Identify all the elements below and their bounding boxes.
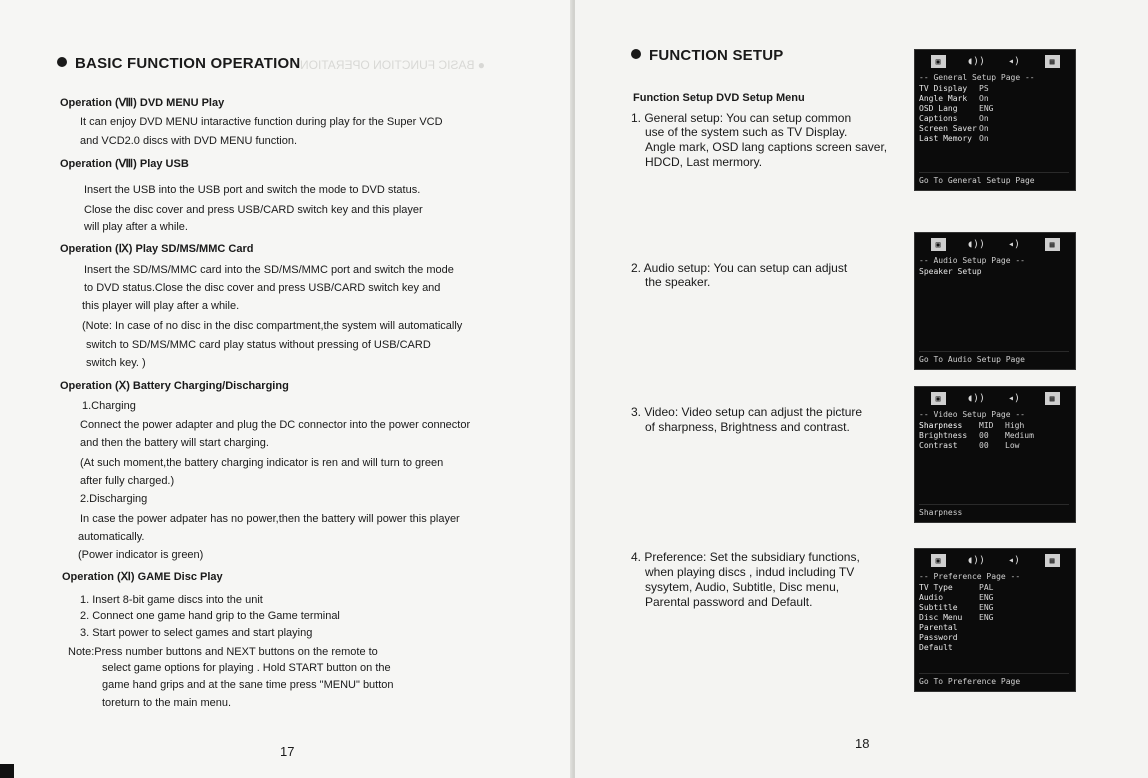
tv-icon: ▣: [931, 238, 946, 251]
menu-row[interactable]: [919, 94, 1071, 104]
section-line: 1. Insert 8-bit game discs into the unit: [80, 594, 263, 606]
speaker-icon: ◖)): [966, 392, 986, 404]
menu-row-value: On: [979, 94, 989, 103]
section-line: In case the power adpater has no power,then the battery will power this player: [80, 513, 460, 525]
menu-icon-bar: [915, 50, 1075, 72]
item-line: sysytem, Audio, Subtitle, Disc menu,: [645, 580, 840, 594]
section-line: 2.Discharging: [80, 493, 148, 505]
tv-icon: ▣: [931, 55, 946, 68]
section-line: (Power indicator is green): [78, 549, 204, 561]
menu-row[interactable]: [919, 267, 1071, 277]
menu-row[interactable]: [919, 613, 1071, 623]
audio-setup-menu: [914, 232, 1076, 370]
preference-icon: ▦: [1045, 554, 1060, 567]
menu-row-label: Audio: [919, 593, 944, 602]
section-line: to DVD status.Close the disc cover and press USB/CARD switch key and: [84, 282, 441, 294]
section-title: Operation (Ⅸ) Play SD/MS/MMC Card: [60, 243, 254, 255]
menu-row-option[interactable]: Low: [1005, 441, 1020, 450]
section-line: Note:Press number buttons and NEXT buttons on the remote to: [68, 646, 378, 658]
preference-icon: ▦: [1045, 392, 1060, 405]
section-line: (Note: In case of no disc in the disc compartment,the system will automatically: [82, 320, 463, 332]
menu-row-label: Disc Menu: [919, 613, 963, 622]
section-title: Operation (Ⅷ) DVD MENU Play: [60, 97, 225, 109]
menu-row[interactable]: [919, 633, 1071, 643]
menu-row[interactable]: [919, 441, 1071, 451]
item-line: Parental password and Default.: [645, 595, 813, 609]
section-line: Insert the USB into the USB port and switch the mode to DVD status.: [84, 184, 421, 196]
speaker-small-icon: ◂): [1007, 238, 1021, 250]
right-heading: [631, 47, 783, 64]
menu-row-value: PS: [979, 84, 989, 93]
item-line: of sharpness, Brightness and contrast.: [645, 420, 850, 434]
menu-row-value: ENG: [979, 603, 994, 612]
subheading: Function Setup DVD Setup Menu: [633, 92, 805, 104]
menu-row-label: Password: [919, 633, 958, 642]
bleed-through-text: ● BASIC FUNCTION OPERATION: [300, 58, 486, 72]
menu-row-value: On: [979, 114, 989, 123]
menu-row-option[interactable]: High: [1005, 421, 1025, 430]
right-heading-text: FUNCTION SETUP: [649, 47, 784, 64]
menu-row-label: Subtitle: [919, 603, 958, 612]
item-line: use of the system such as TV Display.: [645, 125, 848, 139]
bullet-icon: [57, 57, 67, 67]
menu-row-value: On: [979, 124, 989, 133]
menu-row-label: TV Display: [919, 84, 968, 93]
menu-row-value: ENG: [979, 613, 994, 622]
menu-row-label: Last Memory: [919, 134, 972, 143]
video-setup-menu: [914, 386, 1076, 523]
item-line: HDCD, Last mermory.: [645, 155, 763, 169]
section-line: toreturn to the main menu.: [102, 697, 232, 709]
section-line: It can enjoy DVD MENU intaractive function during play for the Super VCD: [80, 116, 443, 128]
page-number: 18: [855, 736, 870, 751]
section-line: (At such moment,the battery charging indicator is ren and will turn to green: [80, 457, 444, 469]
section-line: automatically.: [78, 531, 145, 543]
menu-title: -- General Setup Page --: [919, 73, 1035, 82]
speaker-icon: ◖)): [966, 55, 986, 67]
menu-row-option[interactable]: Medium: [1005, 431, 1034, 440]
section-line: 3. Start power to select games and start playing: [80, 627, 313, 639]
item-line: 4. Preference: Set the subsidiary functions,: [631, 550, 860, 564]
item-line: 1. General setup: You can setup common: [631, 111, 852, 125]
menu-row-value: MID: [979, 421, 994, 430]
menu-row[interactable]: [919, 114, 1071, 124]
section-line: and VCD2.0 discs with DVD MENU function.: [80, 135, 298, 147]
tv-icon: ▣: [931, 392, 946, 405]
section-line: and then the battery will start charging.: [80, 437, 269, 449]
menu-row[interactable]: [919, 603, 1071, 613]
section-line: Connect the power adapter and plug the DC connector into the power connector: [80, 419, 471, 431]
menu-row-label: TV Type: [919, 583, 953, 592]
section-line: 2. Connect one game hand grip to the Game terminal: [80, 610, 340, 622]
left-page: [0, 0, 573, 778]
menu-footer: Go To Audio Setup Page: [919, 351, 1069, 365]
menu-row-label: Captions: [919, 114, 958, 123]
menu-row-value: ENG: [979, 593, 994, 602]
menu-row[interactable]: [919, 134, 1071, 144]
menu-row[interactable]: [919, 421, 1071, 431]
speaker-icon: ◖)): [966, 554, 986, 566]
menu-row-label: Brightness: [919, 431, 968, 440]
menu-row[interactable]: [919, 643, 1071, 653]
menu-footer: Sharpness: [919, 504, 1069, 518]
section-line: 1.Charging: [82, 400, 136, 412]
preference-menu: [914, 548, 1076, 692]
right-page: [575, 0, 1148, 778]
page-number: 17: [280, 744, 295, 759]
speaker-small-icon: ◂): [1007, 55, 1021, 67]
section-line: after fully charged.): [80, 475, 175, 487]
item-line: when playing discs , indud including TV: [645, 565, 855, 579]
menu-row[interactable]: [919, 124, 1071, 134]
section-title: Operation (Ⅺ) GAME Disc Play: [62, 571, 223, 583]
menu-title: -- Audio Setup Page --: [919, 256, 1025, 265]
menu-icon-bar: [915, 233, 1075, 255]
section-line: Insert the SD/MS/MMC card into the SD/MS/MMC port and switch the mode: [84, 264, 454, 276]
menu-footer: Go To General Setup Page: [919, 172, 1069, 186]
item-line: 3. Video: Video setup can adjust the picture: [631, 405, 863, 419]
menu-row-label: Contrast: [919, 441, 958, 450]
bullet-icon: [631, 49, 641, 59]
menu-row[interactable]: [919, 104, 1071, 114]
menu-row-label: Default: [919, 643, 953, 652]
left-heading: [57, 55, 300, 72]
menu-title: -- Preference Page --: [919, 572, 1021, 581]
menu-row-label: Speaker Setup: [919, 267, 982, 276]
tv-icon: ▣: [931, 554, 946, 567]
preference-icon: ▦: [1045, 55, 1060, 68]
item-line: 2. Audio setup: You can setup can adjust: [631, 261, 848, 275]
menu-row-value: 00: [979, 441, 989, 450]
menu-icon-bar: [915, 387, 1075, 409]
left-heading-text: BASIC FUNCTION OPERATION: [75, 55, 301, 72]
menu-row-label: Angle Mark: [919, 94, 968, 103]
general-setup-menu: [914, 49, 1076, 191]
menu-row[interactable]: [919, 583, 1071, 593]
item-line: Angle mark, OSD lang captions screen saver,: [645, 140, 888, 154]
menu-icon-bar: [915, 549, 1075, 571]
menu-row-label: Screen Saver: [919, 124, 977, 133]
speaker-small-icon: ◂): [1007, 392, 1021, 404]
section-line: this player will play after a while.: [82, 300, 240, 312]
speaker-icon: ◖)): [966, 238, 986, 250]
menu-row[interactable]: [919, 593, 1071, 603]
speaker-small-icon: ◂): [1007, 554, 1021, 566]
menu-row-value: PAL: [979, 583, 994, 592]
menu-title: -- Video Setup Page --: [919, 410, 1025, 419]
section-line: game hand grips and at the sane time press "MENU" button: [102, 679, 394, 691]
menu-row-value: On: [979, 134, 989, 143]
menu-row-label: Parental: [919, 623, 958, 632]
section-line: switch key. ): [86, 357, 146, 369]
menu-row-label: OSD Lang: [919, 104, 958, 113]
section-line: will play after a while.: [84, 221, 188, 233]
item-line: the speaker.: [645, 275, 711, 289]
menu-footer: Go To Preference Page: [919, 673, 1069, 687]
section-title: Operation (Ⅷ) Play USB: [60, 158, 189, 170]
section-line: select game options for playing . Hold START button on the: [102, 662, 391, 674]
section-line: Close the disc cover and press USB/CARD switch key and this player: [84, 204, 423, 216]
preference-icon: ▦: [1045, 238, 1060, 251]
menu-row[interactable]: [919, 431, 1071, 441]
menu-row-label: Sharpness: [919, 421, 963, 430]
menu-row[interactable]: [919, 84, 1071, 94]
menu-row-value: ENG: [979, 104, 994, 113]
menu-row-value: 00: [979, 431, 989, 440]
menu-row[interactable]: [919, 623, 1071, 633]
section-line: switch to SD/MS/MMC card play status without pressing of USB/CARD: [86, 339, 431, 351]
scan-corner-mark: [0, 764, 14, 778]
section-title: Operation (Ⅹ) Battery Charging/Discharging: [60, 380, 289, 392]
